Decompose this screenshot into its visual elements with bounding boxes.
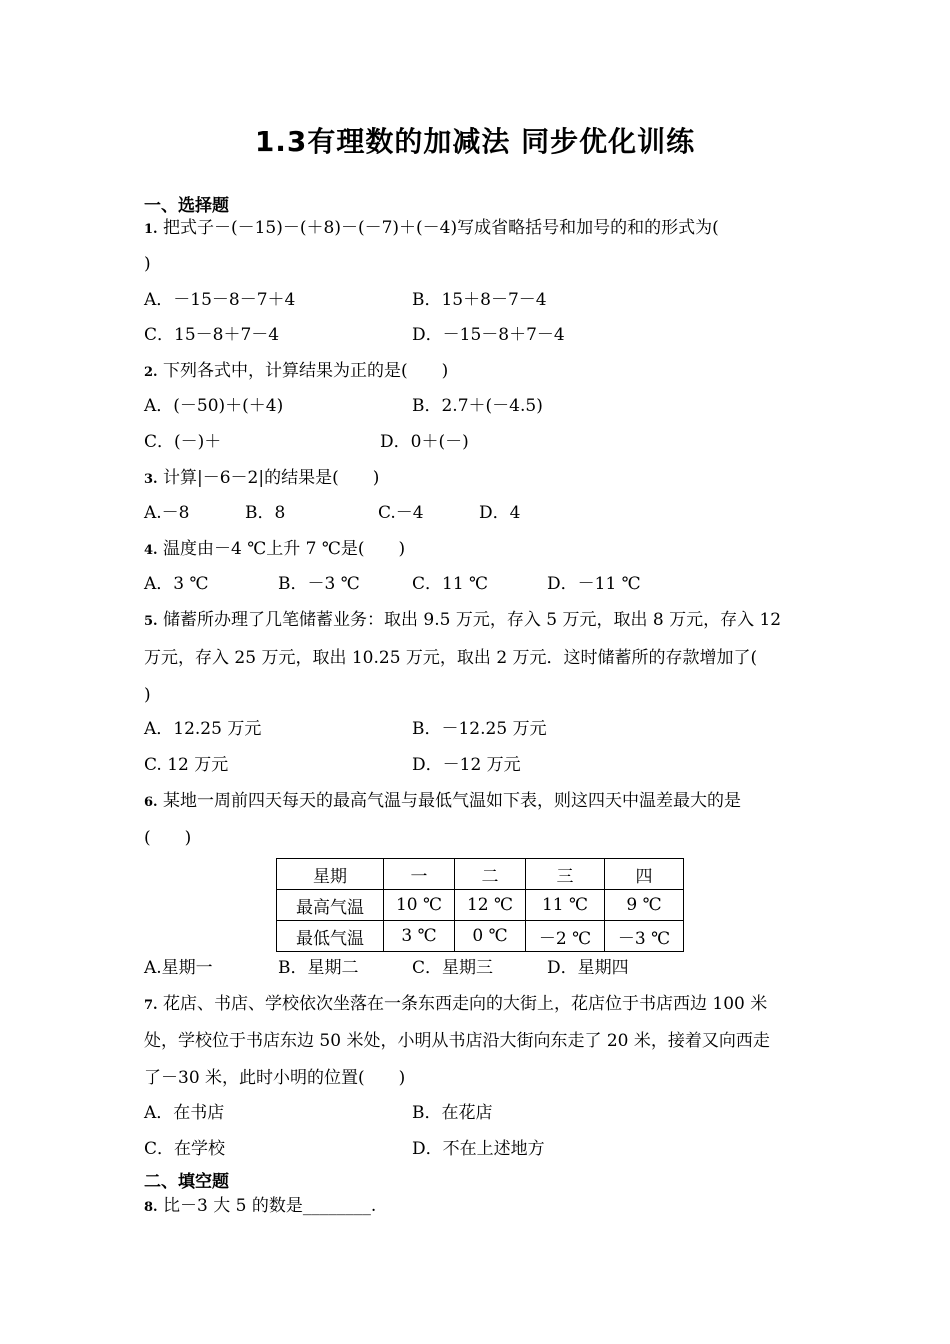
option-b: B．15＋8－7－4 [412,290,547,310]
table-cell: 一 [384,859,455,890]
option-b: B．在花店 [412,1103,493,1123]
table-cell: 三 [526,859,605,890]
question-6-continued: ( ) [144,828,192,848]
table-row [277,890,684,921]
question-text: 把式子－(－15)－(＋8)－(－7)＋(－4)写成省略括号和加号的和的形式为( [162,218,719,238]
table-cell: 最低气温 [277,921,384,952]
option-d: D．－12 万元 [412,755,521,775]
section-heading-choice: 一、选择题 [144,196,229,216]
table-row [277,921,684,952]
question-8 [144,1194,376,1220]
option-d: D．0＋(－) [380,432,469,452]
table-cell: 二 [455,859,526,890]
table-cell: 9 ℃ [605,890,684,921]
question-4 [144,537,405,563]
table-cell: 3 ℃ [384,921,455,952]
option-b: B．－12.25 万元 [412,719,547,739]
option-d: D．不在上述地方 [412,1139,545,1159]
question-text: 计算|－6－2|的结果是( ) [162,468,380,488]
question-3 [144,466,379,492]
section-heading-fill: 二、填空题 [144,1172,229,1192]
question-1-continued: ) [144,254,151,274]
question-number: 7. [144,998,158,1013]
option-b: B．2.7＋(－4.5) [412,396,543,416]
table-cell: 12 ℃ [455,890,526,921]
option-a: A．在书店 [144,1103,225,1123]
table-cell: 四 [605,859,684,890]
option-a: A．－15－8－7＋4 [144,290,296,310]
question-5-line-2: 万元，存入 25 万元，取出 10.25 万元，取出 2 万元．这时储蓄所的存款增加了( [144,648,758,668]
option-c: C. 12 万元 [144,755,229,775]
question-number: 2. [144,365,158,380]
table-cell: 最高气温 [277,890,384,921]
option-c: C.－4 [378,503,424,523]
option-b: B．星期二 [278,958,359,978]
option-a: A．(－50)＋(＋4) [144,396,284,416]
table-cell: 0 ℃ [455,921,526,952]
question-7-line-3: 了－30 米，此时小明的位置( ) [144,1068,406,1088]
table-cell: －2 ℃ [526,921,605,952]
option-d: D．4 [479,503,521,523]
option-d: D．－11 ℃ [547,574,641,594]
question-number: 3. [144,472,158,487]
table-header-row [277,859,684,890]
table-cell: 星期 [277,859,384,890]
question-5-continued: ) [144,685,151,705]
question-text: 花店、书店、学校依次坐落在一条东西走向的大街上，花店位于书店西边 100 米 [162,994,768,1014]
option-a: A.星期一 [144,958,213,978]
question-text: 储蓄所办理了几笔储蓄业务：取出 9.5 万元，存入 5 万元，取出 8 万元，存入 12 [162,610,782,630]
question-number: 8. [144,1200,158,1215]
temperature-table [276,858,684,952]
page-title: 1.3有理数的加减法 同步优化训练 [254,125,696,158]
option-c: C．11 ℃ [412,574,489,594]
question-number: 1. [144,222,158,237]
question-2 [144,359,448,385]
option-b: B．8 [245,503,286,523]
question-text: 下列各式中，计算结果为正的是( ) [162,361,449,381]
option-c: C．15－8＋7－4 [144,325,280,345]
question-number: 6. [144,795,158,810]
question-7 [144,992,767,1018]
option-a: A．3 ℃ [144,574,209,594]
option-c: C．星期三 [412,958,494,978]
question-6 [144,789,741,815]
table-cell: 11 ℃ [526,890,605,921]
option-b: B．－3 ℃ [278,574,360,594]
option-c: C．(－)＋ [144,432,222,452]
question-number: 5. [144,614,158,629]
question-text: 温度由－4 ℃上升 7 ℃是( ) [162,539,406,559]
question-7-line-2: 处，学校位于书店东边 50 米处，小明从书店沿大街向东走了 20 米，接着又向西走 [144,1031,770,1051]
option-c: C．在学校 [144,1139,226,1159]
question-1 [144,216,719,242]
question-5 [144,608,781,634]
question-number: 4. [144,543,158,558]
option-d: D．－15－8＋7－4 [412,325,565,345]
option-a: A．12.25 万元 [144,719,262,739]
question-text: 某地一周前四天每天的最高气温与最低气温如下表，则这四天中温差最大的是 [162,791,741,811]
table-cell: 10 ℃ [384,890,455,921]
question-text: 比－3 大 5 的数是________. [162,1196,377,1216]
option-a: A.－8 [144,503,190,523]
option-d: D．星期四 [547,958,629,978]
table-cell: －3 ℃ [605,921,684,952]
